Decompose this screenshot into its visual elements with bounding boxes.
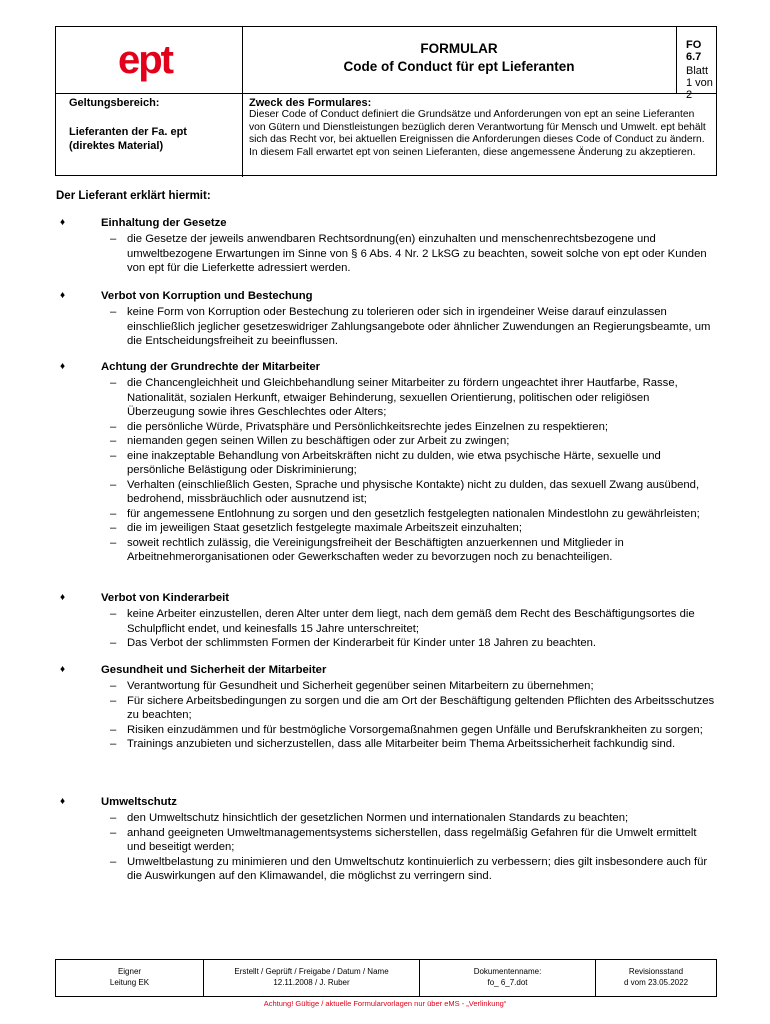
dash-bullet-icon: –: [110, 680, 117, 692]
diamond-bullet-icon: ♦: [60, 796, 66, 807]
list-item-text: niemanden gegen seinen Willen zu beschäftigen oder zur Arbeit zu zwingen;: [127, 435, 510, 447]
list-item: [110, 723, 715, 738]
created-value: 12.11.2008 / J. Ruber: [273, 978, 350, 987]
dash-bullet-icon: –: [110, 478, 117, 491]
dash-bullet-icon: –: [110, 826, 117, 839]
diamond-bullet-icon: ♦: [60, 664, 66, 675]
dash-bullet-icon: –: [110, 522, 117, 534]
list-item: [110, 536, 715, 565]
dash-bullet-icon: –: [110, 420, 117, 433]
section-list: [110, 607, 715, 651]
dash-bullet-icon: –: [110, 377, 117, 389]
docname-label: Dokumentenname:: [473, 967, 542, 976]
section-title: Umweltschutz: [101, 796, 177, 808]
purpose-cell: [249, 97, 711, 159]
list-item-text: keine Form von Korruption oder Bestechung zu tolerieren oder sich in irgendeiner Weise darauf einzulassen einschließlich jeglicher gesetzeswidriger Zahlungsangebote oder ähnlicher Zuwendungen an Regierungsbeamte, um die Entscheidungsfreiheit zu beeinflussen.: [127, 306, 711, 347]
dash-bullet-icon: –: [110, 435, 117, 447]
revision-value: d vom 23.05.2022: [623, 978, 689, 987]
list-item: [110, 232, 715, 276]
list-item-text: soweit rechtlich zulässig, die Vereinigungsfreiheit der Beschäftigten anzuerkennen und Mitglieder in Arbeitnehmerorganisationen oder Gewerkschaften weder zu bevorzugen noch zu benachteiligen.: [127, 536, 624, 563]
dash-bullet-icon: –: [110, 306, 117, 318]
scope-label: Geltungsbereich:: [69, 97, 160, 109]
list-item-text: eine inakzeptable Behandlung von Arbeitskräften nicht zu dulden, wie etwa psychische Härte, sexuelle und persönliche Belästigung oder Diskriminierung;: [127, 449, 661, 476]
docname-value: fo_ 6_7.dot: [487, 978, 528, 987]
dash-bullet-icon: –: [110, 233, 117, 245]
diamond-bullet-icon: ♦: [60, 361, 66, 372]
list-item: [110, 376, 715, 420]
section-list: [110, 376, 715, 565]
list-item: [110, 855, 715, 884]
scope-cell: [56, 93, 243, 177]
list-item-text: die im jeweiligen Staat gesetzlich festgelegte maximale Arbeitszeit einzuhalten;: [127, 522, 522, 534]
footer-warning: Achtung! Gültige / aktuelle Formularvorlagen nur über eMS - „Verlinkung“: [263, 999, 507, 1008]
svg-text:ept: ept: [118, 38, 172, 82]
list-item-text: Trainings anzubieten und sicherzustellen, dass alle Mitarbeiter beim Thema Arbeitssicherheit fachkundig sind.: [127, 738, 676, 750]
list-item-text: Umweltbelastung zu minimieren und den Umweltschutz kontinuierlich zu verbessern; dies gilt insbesondere auch für die Auswirkungen auf den Klimawandel, die möglichst zu verringern sind.: [127, 855, 708, 882]
section-title: Verbot von Korruption und Bestechung: [101, 290, 313, 302]
list-item-text: anhand geeigneten Umweltmanagementsystems sicherstellen, dass regelmäßig Gefahren für die Umwelt ermittelt und beseitigt werden;: [127, 826, 697, 853]
intro-heading: Der Lieferant erklärt hiermit:: [56, 190, 211, 202]
list-item-text: die Gesetze der jeweils anwendbaren Rechtsordnung(en) einzuhalten und menschenrechtsbezogene und umweltbezogene Erwartungen im Sinne von § 6 Abs. 4 Nr. 2 LkSG zu beachten, soweit solche von ept oder Kunden von ept für die Lieferkette adressiert werden.: [127, 233, 707, 274]
dash-bullet-icon: –: [110, 855, 117, 868]
header-table: [55, 26, 717, 176]
section-list: [110, 811, 715, 884]
list-item: [110, 420, 715, 435]
list-item: [110, 826, 715, 855]
diamond-bullet-icon: ♦: [60, 290, 66, 301]
footer-docname-cell: [420, 960, 596, 996]
owner-label: Eigner: [117, 967, 142, 976]
list-item: [110, 478, 715, 507]
section-list: [110, 232, 715, 276]
list-item: [110, 607, 715, 636]
dash-bullet-icon: –: [110, 637, 117, 649]
list-item-text: Verhalten (einschließlich Gesten, Sprache und physische Kontakte) nicht zu dulden, das sexuell Zwang ausübend, bedrohend, missbräuchlich oder ausnutzend ist;: [127, 478, 700, 505]
section-list: [110, 305, 715, 349]
list-item: [110, 737, 715, 752]
list-item-text: Risiken einzudämmen und für bestmögliche Vorsorgemaßnahmen gegen Unfälle und Berufskrankheiten zu sorgen;: [127, 723, 703, 736]
owner-value: Leitung EK: [109, 978, 150, 987]
logo-cell: [56, 27, 243, 93]
list-item-text: Verantwortung für Gesundheit und Sicherheit gegenüber seinen Mitarbeitern zu übernehmen;: [127, 680, 594, 692]
dash-bullet-icon: –: [110, 608, 117, 620]
diamond-bullet-icon: ♦: [60, 217, 66, 228]
doc-code-cell: [686, 39, 716, 101]
diamond-bullet-icon: ♦: [60, 592, 66, 603]
list-item-text: den Umweltschutz hinsichtlich der gesetzlichen Normen und internationalen Standards zu beachten;: [127, 812, 629, 824]
section-title: Verbot von Kinderarbeit: [101, 592, 230, 604]
section-title: Gesundheit und Sicherheit der Mitarbeiter: [101, 664, 327, 676]
list-item: [110, 434, 715, 449]
list-item: [110, 305, 715, 349]
dash-bullet-icon: –: [110, 723, 117, 736]
list-item: [110, 694, 715, 723]
ept-logo: [118, 33, 182, 87]
dash-bullet-icon: –: [110, 694, 117, 707]
list-item: [110, 507, 715, 522]
list-item: [110, 811, 715, 826]
section-title: Achtung der Grundrechte der Mitarbeiter: [101, 361, 321, 373]
list-item: [110, 679, 715, 694]
footer-owner-cell: [56, 960, 204, 996]
form-title-cell: [242, 27, 677, 93]
footer-created-cell: [204, 960, 420, 996]
list-item-text: die persönliche Würde, Privatsphäre und Persönlichkeitsrechte jedes Einzelnen zu respektieren;: [127, 420, 609, 433]
list-item-text: Das Verbot der schlimmsten Formen der Kinderarbeit für Kinder unter 18 Jahren zu beachten.: [127, 637, 597, 649]
form-title: Code of Conduct für ept Lieferanten: [343, 59, 575, 74]
header-row-top: [56, 27, 716, 101]
section-list: [110, 679, 715, 752]
dash-bullet-icon: –: [110, 812, 117, 824]
list-item-text: keine Arbeiter einzustellen, deren Alter unter dem liegt, nach dem gemäß dem Recht des Beschäftigungsortes die Schulpflicht endet, und keinesfalls 15 Jahre unterschreitet;: [127, 608, 695, 635]
list-item-text: die Chancengleichheit und Gleichbehandlung seiner Mitarbeiter zu fördern ungeachtet ihrer Hautfarbe, Rasse, Nationalität, sozialen Herkunft, etwaiger Behinderung, sexuellen Orientierung, politischen oder religiösen Überzeugung sowie ihres Geschlechtes oder Alters;: [127, 377, 678, 418]
footer-table: [55, 959, 717, 997]
list-item: [110, 636, 715, 651]
header-row-bottom: [56, 93, 716, 177]
dash-bullet-icon: –: [110, 449, 117, 462]
footer-revision-cell: [596, 960, 716, 996]
list-item-text: für angemessene Entlohnung zu sorgen und den gesetzlich festgelegten nationalen Mindestlohn zu gewährleisten;: [127, 507, 700, 520]
list-item-text: Für sichere Arbeitsbedingungen zu sorgen und die am Ort der Beschäftigung geltenden Pflichten des Arbeitsschutzes zu beachten;: [127, 694, 715, 721]
purpose-text: Dieser Code of Conduct definiert die Grundsätze und Anforderungen von ept an seine Lieferanten von Gütern und Dienstleistungen bezüglich deren Verantwortung für Mensch und Umwelt. ept behält sich das Recht vor, bei aktuellen Ereignissen die Anforderungen dieses Code of Conduct zu ändern. In diesem Fall erwartet ept von seinen Lieferanten, diese angemessene Änderung zu akzeptieren.: [249, 109, 706, 158]
list-item: [110, 449, 715, 478]
doc-code: FO 6.7: [686, 39, 702, 63]
sheet-number: Blatt 1 von 2: [686, 65, 713, 101]
dash-bullet-icon: –: [110, 738, 117, 750]
scope-value: Lieferanten der Fa. ept (direktes Material): [69, 126, 187, 152]
list-item: [110, 521, 715, 536]
revision-label: Revisionsstand: [628, 967, 684, 976]
created-label: Erstellt / Geprüft / Freigabe / Datum / Name: [234, 967, 389, 976]
section-title: Einhaltung der Gesetze: [101, 217, 227, 229]
dash-bullet-icon: –: [110, 507, 117, 520]
dash-bullet-icon: –: [110, 536, 117, 549]
purpose-label: Zweck des Formulares:: [249, 97, 372, 109]
form-label: FORMULAR: [420, 41, 498, 56]
